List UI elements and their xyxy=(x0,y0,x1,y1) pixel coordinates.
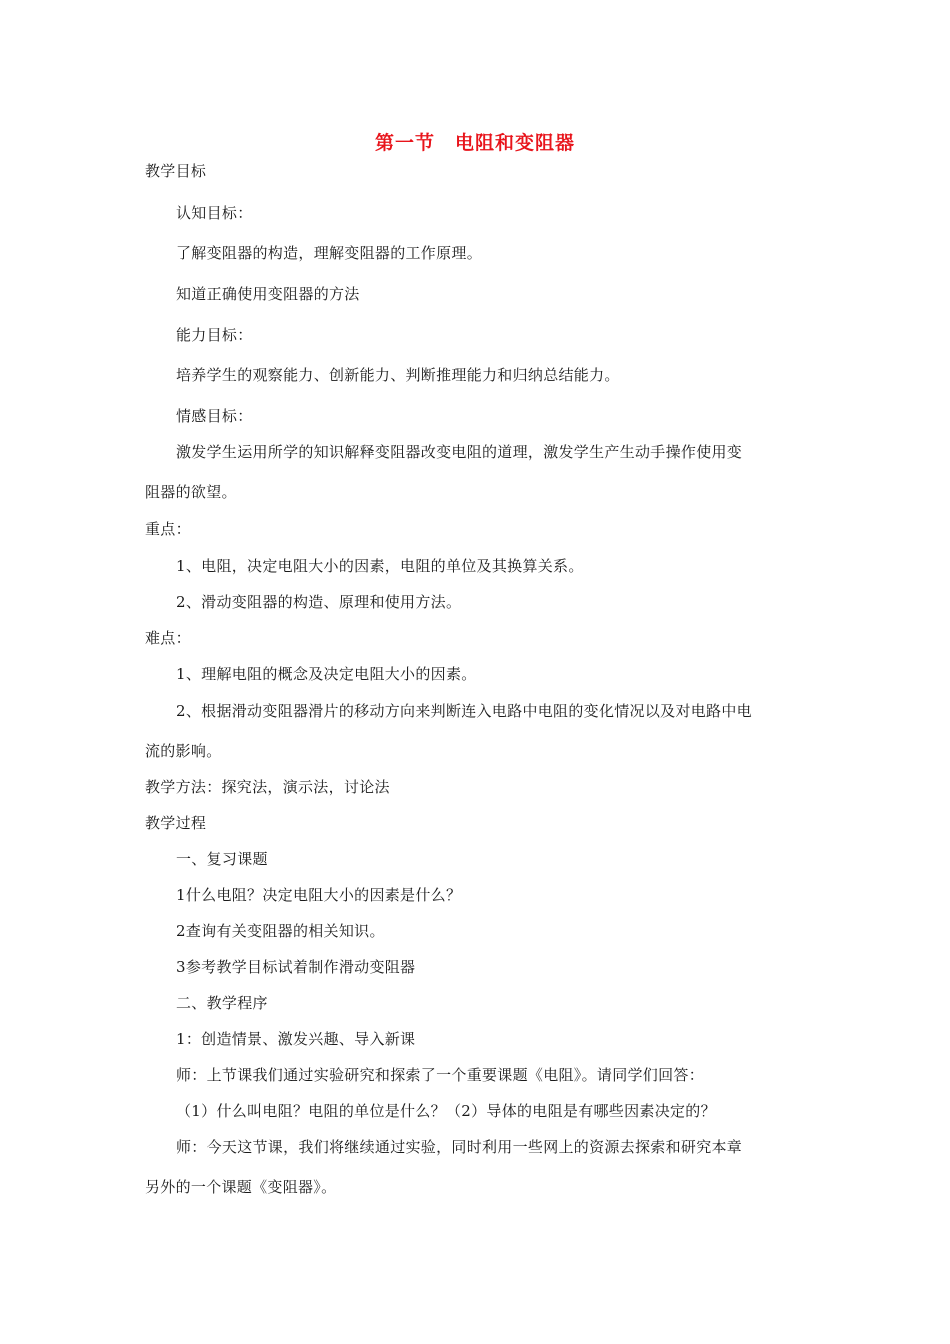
paragraph: 情感目标： xyxy=(176,407,253,425)
list-item: 1、电阻，决定电阻大小的因素，电阻的单位及其换算关系。 xyxy=(176,557,584,575)
list-item: 1、理解电阻的概念及决定电阻大小的因素。 xyxy=(176,665,477,683)
section-heading: 教学过程 xyxy=(145,814,207,832)
paragraph: 师：上节课我们通过实验研究和探索了一个重要课题《电阻》。请同学们回答： xyxy=(176,1066,705,1084)
paragraph: 知道正确使用变阻器的方法 xyxy=(176,285,360,303)
list-item: 2、滑动变阻器的构造、原理和使用方法。 xyxy=(176,593,462,611)
section-heading: 难点： xyxy=(145,629,191,647)
section-heading: 教学目标 xyxy=(145,162,207,180)
paragraph: 激发学生运用所学的知识解释变阻器改变电阻的道理，激发学生产生动手操作使用变 xyxy=(176,443,743,461)
paragraph: （1）什么叫电阻？电阻的单位是什么？（2）导体的电阻是有哪些因素决定的？ xyxy=(176,1102,716,1120)
paragraph: 一、复习课题 xyxy=(176,850,268,868)
list-item: 2、根据滑动变阻器滑片的移动方向来判断连入电路中电阻的变化情况以及对电路中电 xyxy=(176,702,752,720)
paragraph: 流的影响。 xyxy=(145,742,222,760)
paragraph: 培养学生的观察能力、创新能力、判断推理能力和归纳总结能力。 xyxy=(176,366,620,384)
paragraph: 认知目标： xyxy=(176,204,253,222)
list-item: 2查询有关变阻器的相关知识。 xyxy=(176,922,385,940)
paragraph: 阻器的欲望。 xyxy=(145,483,237,501)
section-heading: 重点： xyxy=(145,520,191,538)
list-item: 3参考教学目标试着制作滑动变阻器 xyxy=(176,958,416,976)
paragraph: 能力目标： xyxy=(176,326,253,344)
paragraph: 教学方法：探究法，演示法，讨论法 xyxy=(145,778,390,796)
paragraph: 另外的一个课题《变阻器》。 xyxy=(145,1178,337,1196)
paragraph: 二、教学程序 xyxy=(176,994,268,1012)
list-item: 1什么电阻？决定电阻大小的因素是什么？ xyxy=(176,886,462,904)
paragraph: 1：创造情景、激发兴趣、导入新课 xyxy=(176,1030,416,1048)
document-title: 第一节 电阻和变阻器 xyxy=(374,132,575,154)
paragraph: 师：今天这节课，我们将继续通过实验，同时利用一些网上的资源去探索和研究本章 xyxy=(176,1138,743,1156)
paragraph: 了解变阻器的构造，理解变阻器的工作原理。 xyxy=(176,244,483,262)
